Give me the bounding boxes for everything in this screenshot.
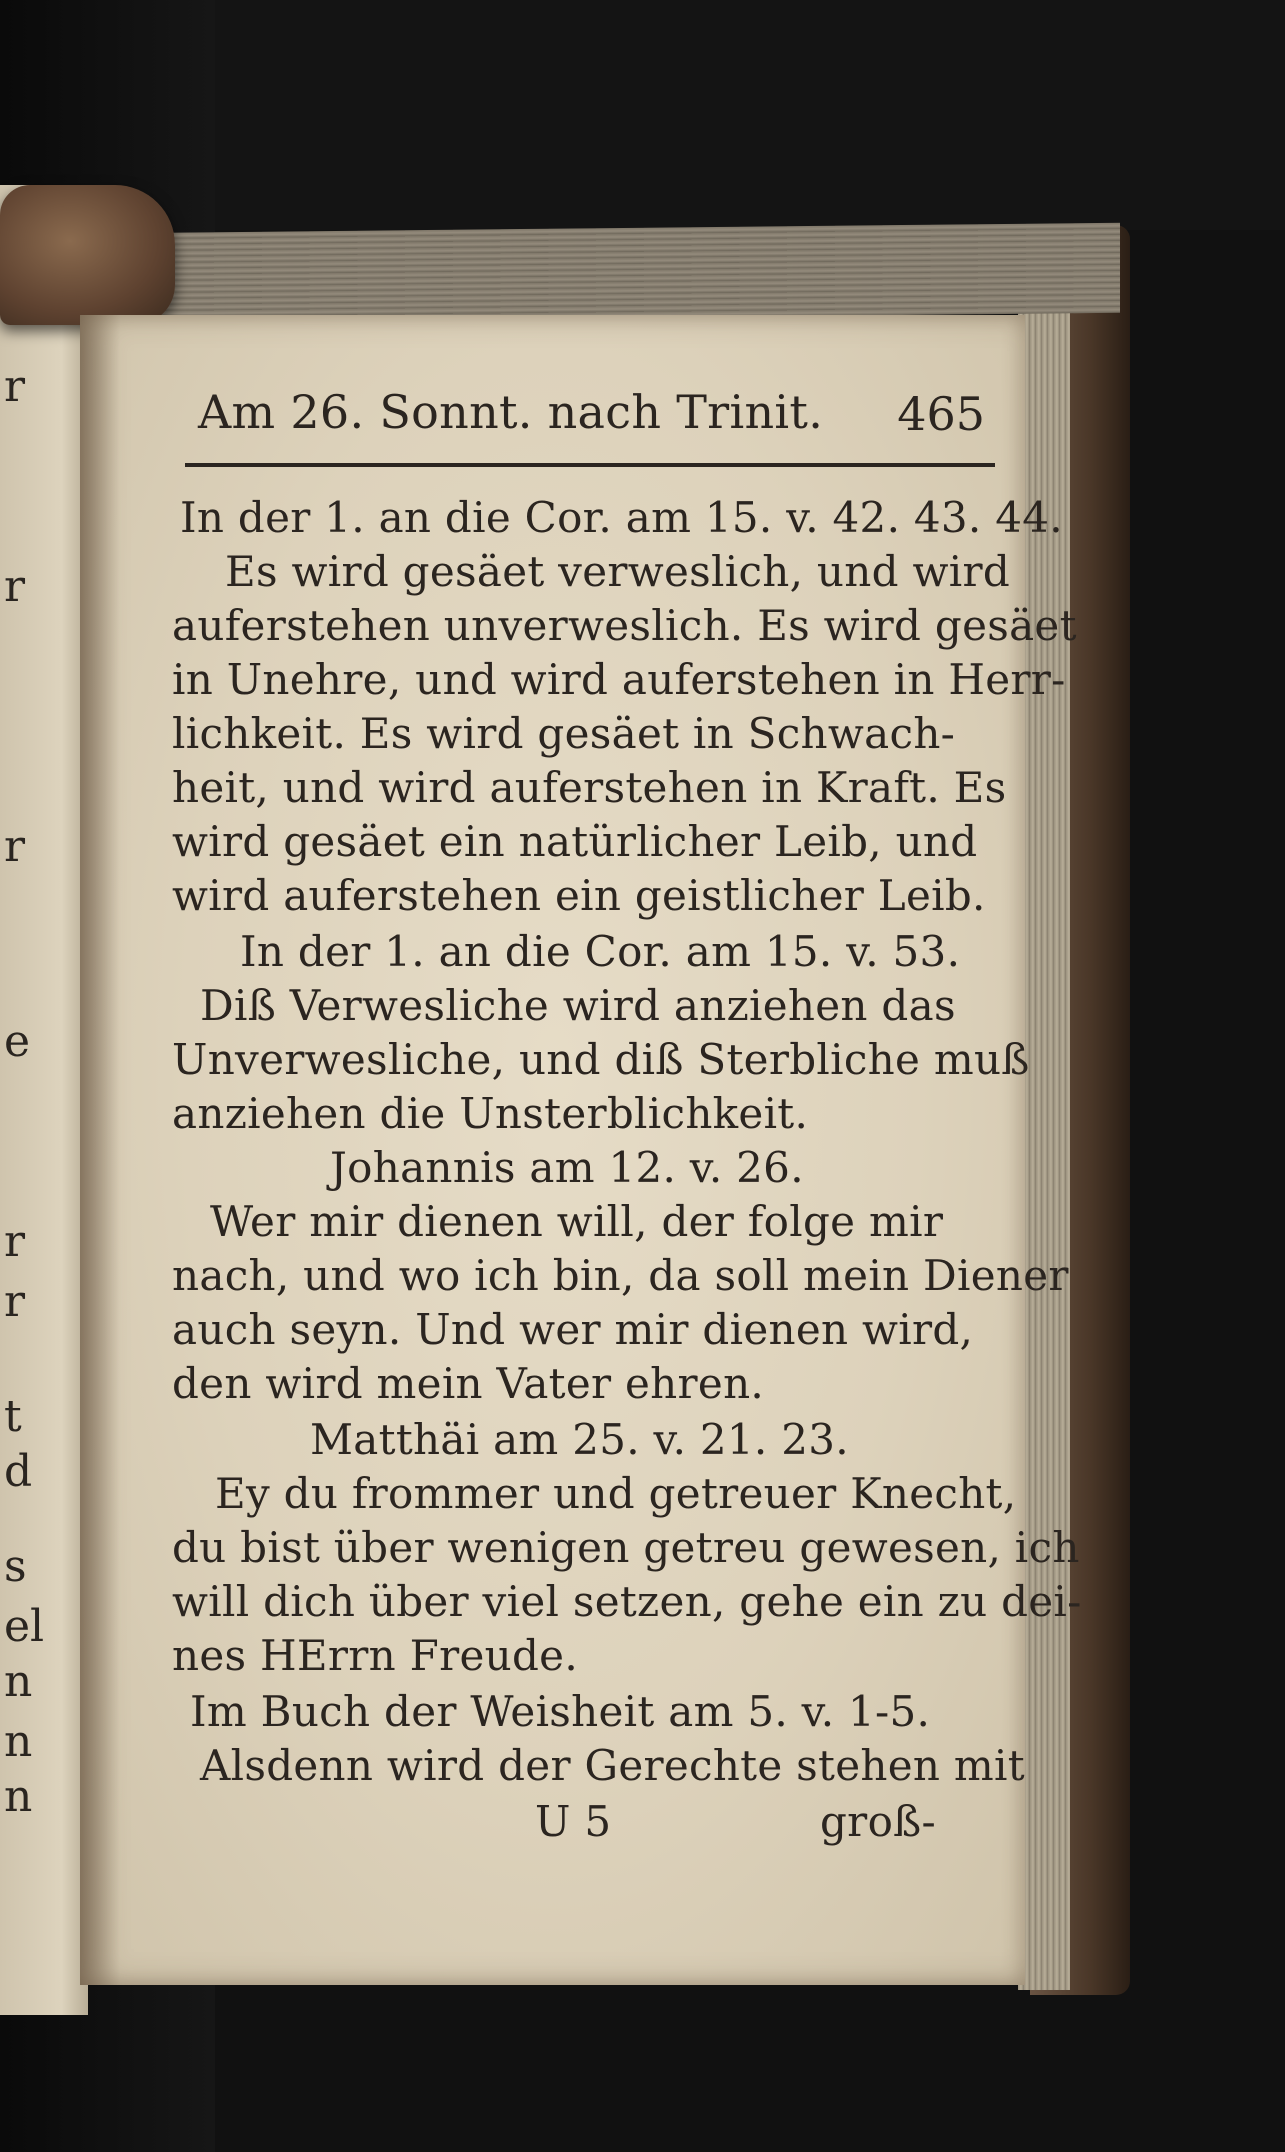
text-line: Es wird gesäet verweslich, und wird bbox=[225, 547, 1011, 596]
text-line: In der 1. an die Cor. am 15. v. 42. 43. 44. bbox=[180, 493, 1063, 542]
left-page-fragment: el bbox=[4, 1601, 45, 1652]
left-page-fragment: r bbox=[4, 561, 26, 612]
text-line: Diß Verwesliche wird anziehen das bbox=[200, 981, 956, 1030]
left-page-fragment: s bbox=[4, 1541, 27, 1592]
left-page-fragment: n bbox=[4, 1656, 33, 1707]
text-line: In der 1. an die Cor. am 15. v. 53. bbox=[240, 927, 961, 976]
running-header: Am 26. Sonnt. nach Trinit. bbox=[198, 385, 824, 439]
text-line: will dich über viel setzen, gehe ein zu dei- bbox=[172, 1577, 1082, 1626]
text-line: Alsdenn wird der Gerechte stehen mit bbox=[200, 1741, 1025, 1790]
text-line: auch seyn. Und wer mir dienen wird, bbox=[172, 1305, 974, 1354]
text-line: lichkeit. Es wird gesäet in Schwach- bbox=[172, 709, 956, 758]
text-line: nach, und wo ich bin, da soll mein Diener bbox=[172, 1251, 1069, 1300]
text-line: den wird mein Vater ehren. bbox=[172, 1359, 765, 1408]
page-stack-edge bbox=[1018, 300, 1070, 1990]
text-line: heit, und wird auferstehen in Kraft. Es bbox=[172, 763, 1007, 812]
text-line: wird auferstehen ein geistlicher Leib. bbox=[172, 871, 986, 920]
left-page-fragment: n bbox=[4, 1716, 33, 1767]
header-rule bbox=[185, 463, 995, 467]
text-line: Matthäi am 25. v. 21. 23. bbox=[310, 1415, 849, 1464]
text-line: du bist über wenigen getreu gewesen, ich bbox=[172, 1523, 1080, 1572]
left-page-edge bbox=[0, 185, 88, 2015]
text-line: auferstehen unverweslich. Es wird gesäet bbox=[172, 601, 1077, 650]
left-page-fragment: n bbox=[4, 1771, 33, 1822]
text-line: Johannis am 12. v. 26. bbox=[330, 1143, 804, 1192]
left-page-fragment: e bbox=[4, 1016, 31, 1067]
left-page-fragment: r bbox=[4, 1276, 26, 1327]
left-page-fragment: t bbox=[4, 1391, 22, 1442]
signature-mark: U 5 bbox=[535, 1797, 612, 1846]
left-page-fragment: r bbox=[4, 821, 26, 872]
text-line: in Unehre, und wird auferstehen in Herr- bbox=[172, 655, 1066, 704]
text-line: nes HErrn Freude. bbox=[172, 1631, 578, 1680]
left-page-fragment: d bbox=[4, 1446, 33, 1497]
text-line: wird gesäet ein natürlicher Leib, und bbox=[172, 817, 978, 866]
book-page bbox=[80, 315, 1082, 1985]
text-line: Unverwesliche, und diß Sterbliche muß bbox=[172, 1035, 1030, 1084]
text-line: Wer mir dienen will, der folge mir bbox=[210, 1197, 944, 1246]
text-line: Ey du frommer und getreuer Knecht, bbox=[215, 1469, 1017, 1518]
page-number: 465 bbox=[897, 387, 985, 441]
dark-background-top bbox=[215, 0, 1285, 230]
page-stack-top bbox=[120, 223, 1120, 323]
catchword: groß- bbox=[820, 1797, 936, 1846]
left-page-fragment: r bbox=[4, 1216, 26, 1267]
left-page-fragment: r bbox=[4, 361, 26, 412]
book-spine-top bbox=[0, 185, 175, 325]
text-line: anziehen die Unsterblichkeit. bbox=[172, 1089, 809, 1138]
text-line: Im Buch der Weisheit am 5. v. 1-5. bbox=[190, 1687, 931, 1736]
